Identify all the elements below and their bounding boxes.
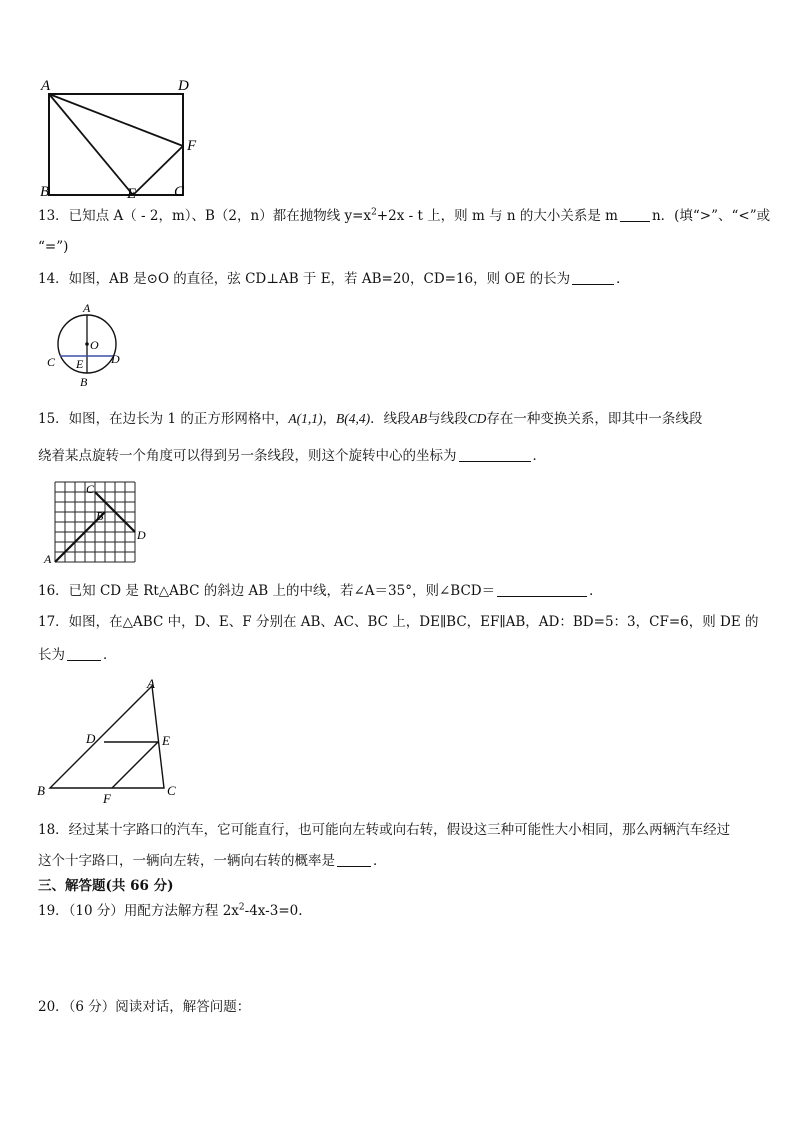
label-c: C bbox=[47, 355, 56, 369]
segment-ef bbox=[112, 742, 158, 788]
question-17-line-2: 长为 ． bbox=[38, 647, 117, 663]
triangle-abc bbox=[50, 686, 164, 788]
question-13-line-2: “=”) bbox=[38, 239, 69, 255]
label-b: B bbox=[96, 509, 104, 523]
section-3-title: 三、解答题(共 66 分) bbox=[38, 878, 174, 894]
label-a: A bbox=[83, 301, 91, 315]
question-13-line-1: 13．已知点 A（ - 2，m）、B（2，n）都在抛物线 $y=x^2+2x - t$ 上，则 m 与 n 的大小关系是 m n．(填“>”、“<”或 bbox=[38, 207, 771, 224]
center-dot bbox=[85, 342, 89, 346]
segment-ae bbox=[49, 94, 133, 195]
label-f: F bbox=[187, 138, 197, 154]
answer-blank-13[interactable] bbox=[620, 207, 650, 222]
grid-figure bbox=[40, 478, 152, 570]
question-18-line-2: 这个十字路口，一辆向左转，一辆向右转的概率是 ． bbox=[38, 853, 387, 869]
rectangle-abcd bbox=[49, 94, 183, 195]
label-f: F bbox=[103, 791, 111, 806]
label-c: C bbox=[167, 783, 176, 798]
label-e: E bbox=[76, 357, 84, 371]
label-b: B bbox=[40, 184, 50, 200]
segment-af bbox=[49, 94, 183, 146]
question-18-line-1: 18．经过某十字路口的汽车，它可能直行，也可能向左转或向右转，假设这三种可能性大小相同，那么两辆汽车经过 bbox=[38, 822, 731, 838]
label-a: A bbox=[147, 676, 155, 691]
answer-blank-18[interactable] bbox=[337, 852, 371, 867]
triangle-figure bbox=[34, 672, 184, 806]
rectangle-figure bbox=[36, 74, 211, 200]
label-b: B bbox=[37, 783, 45, 798]
label-d: D bbox=[86, 731, 96, 746]
answer-blank-14[interactable] bbox=[572, 270, 614, 285]
label-b: B bbox=[80, 375, 88, 389]
label-d: D bbox=[137, 528, 146, 542]
label-d: D bbox=[111, 352, 120, 366]
question-16: 16．已知 CD 是 Rt△ABC 的斜边 AB 上的中线，若∠A＝35°，则∠BCD＝ ． bbox=[38, 583, 603, 599]
answer-blank-15[interactable] bbox=[459, 447, 531, 462]
label-c: C bbox=[174, 184, 185, 200]
question-15-line-1: 15．如图，在边长为 1 的正方形网格中，A(1,1)，B(4,4)．线段AB与线段CD存在一种变换关系，即其中一条线段 bbox=[38, 411, 703, 427]
answer-blank-17[interactable] bbox=[67, 646, 101, 661]
label-a: A bbox=[41, 78, 51, 94]
label-a: A bbox=[44, 552, 52, 566]
question-17-line-1: 17．如图，在△ABC 中，D、E、F 分别在 AB、AC、BC 上，DE∥BC，EF∥AB，AD：BD=5：3，CF=6，则 DE 的 bbox=[38, 614, 759, 630]
question-20: 20．（6 分）阅读对话，解答问题： bbox=[38, 999, 251, 1015]
circle-figure bbox=[44, 300, 128, 390]
label-c: C bbox=[86, 482, 95, 496]
question-19: 19．（10 分）用配方法解方程 $2x^2-4x-3=0$. bbox=[38, 902, 303, 919]
label-o: O bbox=[90, 338, 99, 352]
answer-blank-16[interactable] bbox=[497, 582, 587, 597]
label-d: D bbox=[178, 78, 189, 94]
label-e: E bbox=[127, 186, 137, 200]
question-14: 14．如图，AB 是⊙O 的直径，弦 CD⊥AB 于 E，若 AB=20，CD=16，则 OE 的长为 ． bbox=[38, 271, 630, 287]
question-15-line-2: 绕着某点旋转一个角度可以得到另一条线段，则这个旋转中心的坐标为 ． bbox=[38, 448, 546, 464]
label-e: E bbox=[162, 733, 170, 748]
